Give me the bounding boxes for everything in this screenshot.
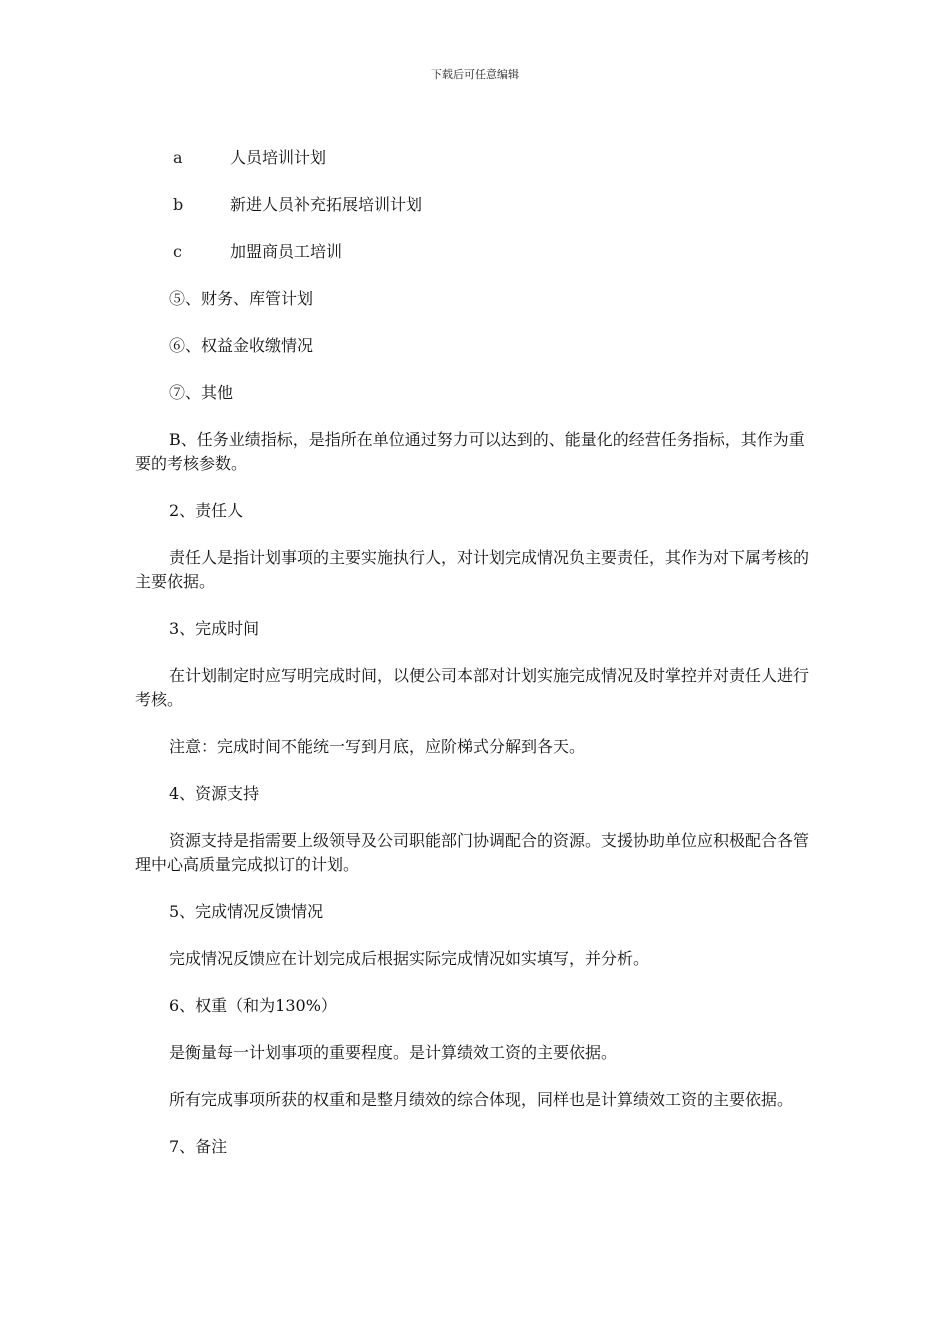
list-item-text: 加盟商员工培训: [230, 242, 343, 261]
list-item-letter: b: [173, 195, 184, 214]
paragraph-note: 注意：完成时间不能统一写到月底，应阶梯式分解到各天。: [169, 737, 586, 756]
paragraph-weight-total: 所有完成事项所获的权重和是整月绩效的综合体现，同样也是计算绩效工资的主要依据。: [169, 1090, 794, 1109]
page-header: 下载后可任意编辑: [431, 68, 519, 81]
list-item-letter: a: [173, 148, 183, 167]
section-item-royalty: ⑥、权益金收缴情况: [169, 336, 314, 355]
section-heading-responsible: 2、责任人: [169, 501, 244, 520]
paragraph-resource-support: 资源支持是指需要上级领导及公司职能部门协调配合的资源。支援协助单位应积极配合各管理中心高质量完成拟订的计划。: [135, 831, 810, 874]
section-heading-completion-time: 3、完成时间: [169, 619, 260, 638]
list-item-text: 新进人员补充拓展培训计划: [230, 195, 423, 214]
document-body: [135, 146, 815, 1182]
list-item: [135, 146, 815, 193]
list-item-text: 人员培训计划: [230, 148, 327, 167]
list-item: [135, 193, 815, 240]
paragraph-responsible: 责任人是指计划事项的主要实施执行人，对计划完成情况负主要责任，其作为对下属考核的主要依据。: [135, 548, 810, 591]
section-heading-resource-support: 4、资源支持: [169, 784, 260, 803]
list-item: [135, 240, 815, 287]
paragraph-feedback: 完成情况反馈应在计划完成后根据实际完成情况如实填写，并分析。: [169, 949, 650, 968]
list-item-letter: c: [173, 242, 182, 261]
section-heading-remarks: 7、备注: [169, 1137, 228, 1156]
paragraph-task-indicators: B、任务业绩指标，是指所在单位通过努力可以达到的、能量化的经营任务指标，其作为重要的考核参数。: [135, 430, 805, 473]
paragraph-weight: 是衡量每一计划事项的重要程度。是计算绩效工资的主要依据。: [169, 1043, 618, 1062]
section-item-other: ⑦、其他: [169, 383, 234, 402]
section-heading-feedback: 5、完成情况反馈情况: [169, 902, 324, 921]
paragraph-completion-time: 在计划制定时应写明完成时间，以便公司本部对计划实施完成情况及时掌控并对责任人进行考核。: [135, 666, 810, 709]
section-heading-weight: 6、权重（和为130%）: [169, 996, 337, 1015]
section-item-finance: ⑤、财务、库管计划: [169, 289, 314, 308]
